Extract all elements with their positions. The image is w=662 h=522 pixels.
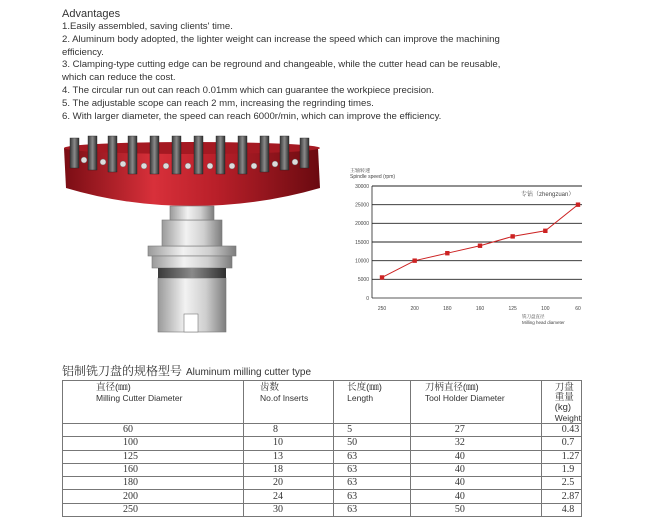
- cell-weight: 1.9: [541, 463, 581, 476]
- advantage-item-3: 3. Clamping-type cutting edge can be reground and changeable, while the cutter head can be reusable, which can reduce the cost.: [62, 59, 501, 84]
- advantage-item-5: 5. The adjustable scope can reach 2 mm, increasing the regrinding times.: [62, 97, 374, 109]
- table-row: [63, 490, 582, 503]
- data-point: [478, 244, 482, 248]
- data-point: [576, 202, 580, 206]
- cell-diameter: 160: [63, 463, 244, 476]
- header-weight: [541, 381, 581, 424]
- cell-holder: 50: [410, 503, 541, 516]
- x-tick-label: 125: [508, 306, 517, 312]
- header-inserts-cn: 齿数: [260, 382, 280, 393]
- table-header-row: [63, 381, 582, 424]
- y-tick-label: 0: [366, 295, 369, 302]
- y-tick-label: 5000: [357, 277, 369, 284]
- cell-inserts: 30: [244, 503, 334, 516]
- header-diameter-en: Milling Cutter Diameter: [96, 393, 183, 403]
- header-holder-cn: 刀柄直径(㎜): [424, 382, 479, 393]
- cell-holder: 40: [410, 450, 541, 463]
- header-holder-en: Tool Holder Diameter: [424, 393, 505, 403]
- cell-diameter: 125: [63, 450, 244, 463]
- data-point: [543, 229, 547, 233]
- advantage-item-2: 2. Aluminum body adopted, the lighter weight can increase the speed which can improve the machining efficiency.: [62, 33, 500, 58]
- cell-length: 63: [334, 477, 411, 490]
- cell-holder: 40: [410, 463, 541, 476]
- header-weight-en: Weight: [554, 413, 581, 423]
- cell-weight: 2.87: [541, 490, 581, 503]
- spindle-speed-chart: [336, 168, 592, 330]
- header-length-en: Length: [347, 393, 374, 403]
- y-tick-label: 10000: [355, 258, 369, 265]
- table-row: [63, 450, 582, 463]
- cell-holder: 32: [410, 437, 541, 450]
- y-tick-label: 30000: [355, 183, 369, 190]
- cell-diameter: 250: [63, 503, 244, 516]
- cell-diameter: 100: [63, 437, 244, 450]
- cell-inserts: 20: [244, 477, 334, 490]
- table-row: [63, 463, 582, 476]
- cell-inserts: 18: [244, 463, 334, 476]
- advantage-item-6: 6. With larger diameter, the speed can reach 6000r/min, which can improve the efficiency.: [62, 110, 442, 122]
- table-title-cn: 铝制铣刀盘的规格型号: [62, 364, 183, 378]
- data-point: [445, 251, 449, 255]
- table-title-en: Aluminum milling cutter type: [186, 367, 312, 378]
- cell-length: 63: [334, 490, 411, 503]
- cell-length: 50: [334, 437, 411, 450]
- x-tick-label: 180: [443, 306, 452, 312]
- cell-diameter: 200: [63, 490, 244, 503]
- x-axis-label: Milling head diameter: [522, 320, 565, 325]
- y-axis-label-cn: 主轴转速: [350, 168, 371, 174]
- cell-inserts: 13: [244, 450, 334, 463]
- x-tick-label: 200: [410, 306, 419, 312]
- y-tick-label: 20000: [355, 221, 369, 228]
- header-inserts-en: No.of Inserts: [260, 393, 309, 403]
- spec-table: [62, 380, 582, 517]
- table-row: [63, 477, 582, 490]
- cell-weight: 1.27: [541, 450, 581, 463]
- cell-weight: 0.43: [541, 424, 581, 437]
- cell-inserts: 10: [244, 437, 334, 450]
- advantages-title: Advantages: [62, 8, 121, 20]
- cell-weight: 2.5: [541, 477, 581, 490]
- x-tick-label: 160: [475, 306, 485, 312]
- data-point: [380, 275, 384, 279]
- cell-holder: 40: [410, 490, 541, 503]
- cell-diameter: 60: [63, 424, 244, 437]
- cell-holder: 27: [410, 424, 541, 437]
- table-row: [63, 424, 582, 437]
- series-line: [382, 205, 578, 278]
- advantages-list: [62, 21, 502, 123]
- header-length: [334, 381, 411, 424]
- milling-cutter-illustration: [58, 128, 328, 338]
- chart-annotation: 专钻（zhengzuan）: [521, 192, 575, 198]
- y-tick-label: 25000: [355, 202, 369, 209]
- cell-length: 63: [334, 503, 411, 516]
- y-tick-label: 15000: [355, 239, 369, 246]
- header-weight-cn: 刀盘重量(kg): [554, 382, 574, 413]
- header-diameter: [63, 381, 244, 424]
- x-axis-label-cn: 铣刀盘直径: [522, 314, 545, 319]
- advantage-item-4: 4. The circular run out can reach 0.01mm which can guarantee the workpiece precision.: [62, 84, 435, 96]
- table-row: [63, 503, 582, 516]
- header-diameter-cn: 直径(㎜): [96, 382, 131, 393]
- cell-inserts: 24: [244, 490, 334, 503]
- cell-weight: 4.8: [541, 503, 581, 516]
- cell-length: 63: [334, 463, 411, 476]
- table-row: [63, 437, 582, 450]
- table-title: [62, 362, 311, 379]
- cell-holder: 40: [410, 477, 541, 490]
- data-point: [510, 234, 514, 238]
- cell-diameter: 180: [63, 477, 244, 490]
- x-tick-label: 100: [541, 306, 550, 312]
- data-point: [412, 258, 416, 262]
- advantage-item-1: 1.Easily assembled, saving clients' time.: [62, 21, 233, 32]
- cell-length: 5: [334, 424, 411, 437]
- cell-inserts: 8: [244, 424, 334, 437]
- cell-weight: 0.7: [541, 437, 581, 450]
- y-axis-label: Spindle speed (rpm): [350, 174, 396, 180]
- header-length-cn: 长度(㎜): [347, 382, 382, 393]
- x-tick-label: 250: [377, 306, 387, 312]
- header-inserts: [244, 381, 334, 424]
- header-holder: [410, 381, 541, 424]
- x-tick-label: 60: [575, 306, 581, 312]
- cell-length: 63: [334, 450, 411, 463]
